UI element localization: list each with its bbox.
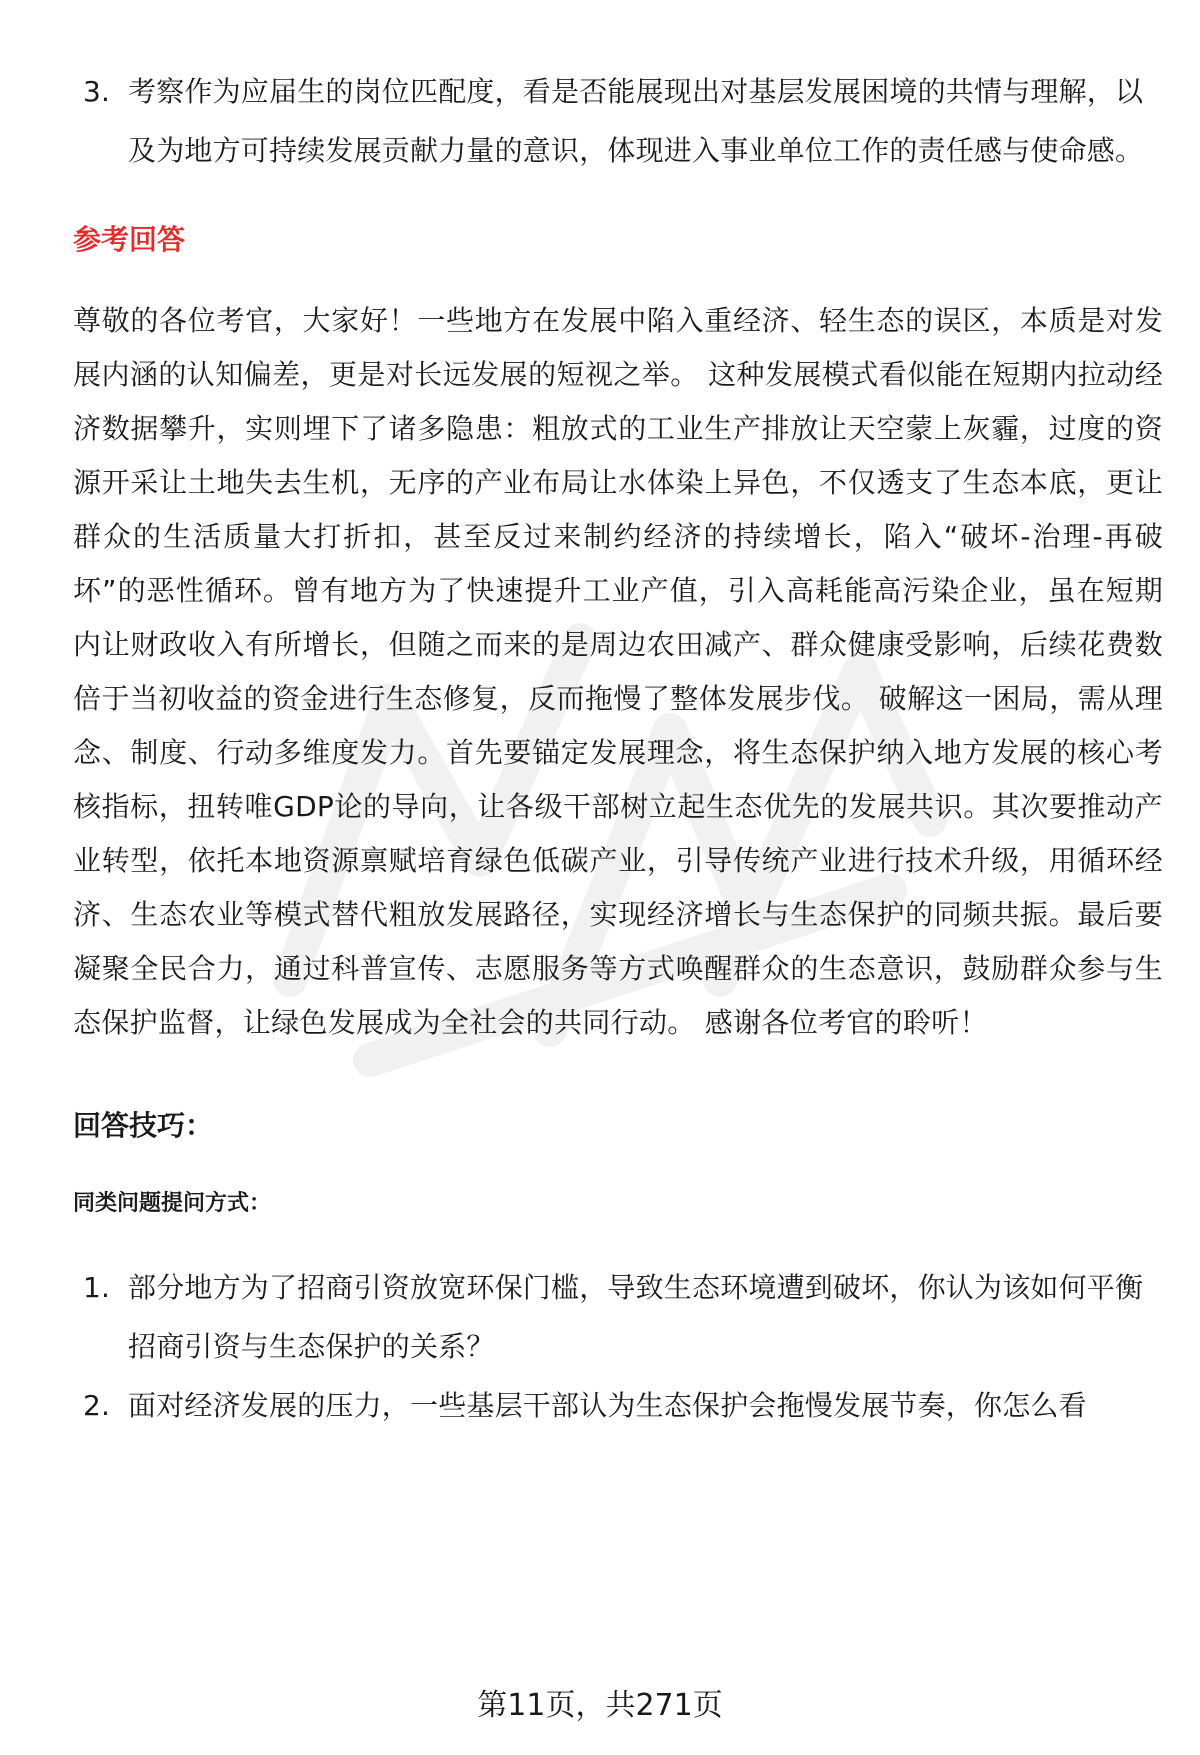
answer-tips-heading: 回答技巧：: [73, 1109, 214, 1142]
similar-questions-heading: 同类问题提问方式：: [73, 1191, 272, 1216]
reference-answer-body: 尊敬的各位考官，大家好！一些地方在发展中陷入重经济、轻生态的误区，本质是对发展内涵的认知偏差，更是对长远发展的短视之举。 这种发展模式看似能在短期内拉动经济数据攀升，实则埋下了诸多隐患：粗放式的工业生产排放让天空蒙上灰霾，过度的资源开采让土地失去生机，无序的产业布局让水体染上异色，不仅透支了生态本底，更让群众的生活质量大打折扣，甚至反过来制约经济的持续增长，陷入“破坏-治理-再破坏”的恶性循环。曾有地方为了快速提升工业产值，引入高耗能高污染企业，虽在短期内让财政收入有所增长，但随之而来的是周边农田减产、群众健康受影响，后续花费数倍于当初收益的资金进行生态修复，反而拖慢了整体发展步伐。 破解这一困局，需从理念、制度、行动多维度发力。首先要锚定发展理念，将生态保护纳入地方发展的核心考核指标，扭转唯GDP论的导向，让各级干部树立起生态优先的发展共识。其次要推动产业转型，依托本地资源禀赋培育绿色低碳产业，引导传统产业进行技术升级，用循环经济、生态农业等模式替代粗放发展路径，实现经济增长与生态保护的同频共振。最后要凝聚全民合力，通过科普宣传、志愿服务等方式唤醒群众的生态意识，鼓励群众参与生态保护监督，让绿色发展成为全社会的共同行动。 感谢各位考官的聆听！: [73, 304, 1163, 1039]
page-number: 第11页，共271页: [477, 1688, 723, 1723]
list-item-text: 部分地方为了招商引资放宽环保门槛，导致生态环境遭到破坏，你认为该如何平衡招商引资与生态保护的关系？: [128, 1271, 1144, 1363]
list-item-text: 考察作为应届生的岗位匹配度，看是否能展现出对基层发展困境的共情与理解，以及为地方可持续发展贡献力量的意识，体现进入事业单位工作的责任感与使命感。: [128, 75, 1144, 167]
list-item: [73, 1258, 1163, 1376]
similar-questions-list: [73, 1258, 1163, 1435]
document-page: [73, 62, 1163, 1435]
list-item-number: 1.: [83, 1271, 111, 1304]
reference-answer-heading: 参考回答: [73, 223, 186, 256]
list-item: [73, 1376, 1163, 1435]
list-item-text: 面对经济发展的压力，一些基层干部认为生态保护会拖慢发展节奏，你怎么看: [128, 1389, 1087, 1422]
list-item: [73, 62, 1163, 180]
criteria-list: [73, 62, 1163, 180]
list-item-number: 2.: [83, 1389, 111, 1422]
list-item-number: 3.: [83, 75, 111, 108]
